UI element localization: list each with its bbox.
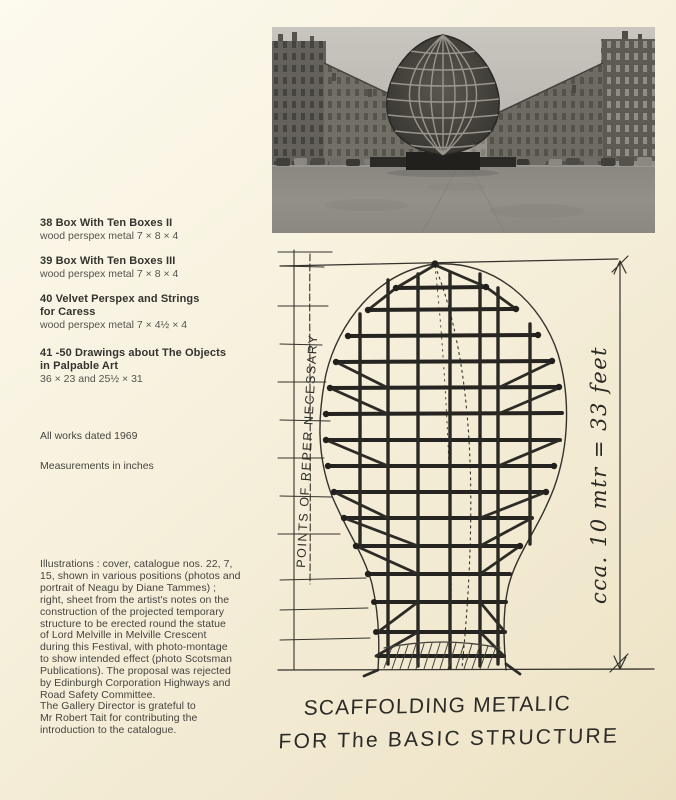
note-line: construction of the projected temporary [40,605,225,618]
note-line: portrait of Neagu by Diane Tammes) ; [40,581,217,594]
note-line: right, sheet from the artist's notes on the [40,593,230,606]
entry-title: 40 Velvet Perspex and Strings [40,293,200,305]
entry-title: 39 Box With Ten Boxes III [40,255,176,267]
illustrations-note [40,559,241,702]
entry-title: 41 -50 Drawings about The Objects [40,347,227,359]
note-line: Publications). The proposal was rejected [40,665,231,678]
scaffolding-sketch [272,244,662,766]
note-line: The Gallery Director is grateful to [40,700,196,712]
catalogue-entry-38 [40,217,178,243]
note-line: Illustrations : cover, catalogue nos. 22, 7, [40,558,233,570]
sketch-right-label: cca. 10 mtr = 33 feet [587,345,611,604]
note-line: structure to be erected round the statue [40,617,226,630]
sketch-left-label: POINTS OF REPER NECESSARY [294,333,321,569]
entry-materials: wood perspex metal 7 × 8 × 4 [40,268,179,280]
entry-materials: wood perspex metal 7 × 8 × 4 [40,230,179,242]
sketch-caption-line2: FOR The BASIC STRUCTURE [278,724,620,754]
catalogue-entry-39 [40,255,178,281]
entry-materials: wood perspex metal 7 × 4½ × 4 [40,319,188,331]
entry-title-line2: for Caress [40,306,96,318]
note-line: 15, shown in various positions (photos and [40,569,241,582]
catalogue-entry-41-50 [40,347,226,386]
sketch-caption-line1: SCAFFOLDING METALIC [303,692,572,720]
entry-title: 38 Box With Ten Boxes II [40,217,173,229]
note-line: during this Festival, with photo-montage [40,641,228,654]
note-line: to show intended effect (photo Scotsman [40,653,233,666]
note-line: of Lord Melville in Melville Crescent [40,629,207,642]
note-all-works-dated: All works dated 1969 [40,430,138,442]
photomontage-melville-crescent [272,27,655,233]
entry-title-line2: in Palpable Art [40,360,119,372]
note-line: Mr Robert Tait for contributing the [40,711,198,724]
note-line: Road Safety Committee. [40,688,156,701]
sketch-left-ruler [278,250,370,670]
sketch-ground-line [278,669,654,670]
sketch-drawing [272,244,662,766]
note-line: by Edinburgh Corporation Highways and [40,677,231,690]
photo-scene [272,27,655,233]
note-measurements: Measurements in inches [40,460,154,472]
catalogue-entry-40 [40,293,199,332]
entry-dimensions: 36 × 23 and 25½ × 31 [40,373,143,385]
credit-note [40,701,197,737]
note-line: introduction to the catalogue. [40,723,177,736]
